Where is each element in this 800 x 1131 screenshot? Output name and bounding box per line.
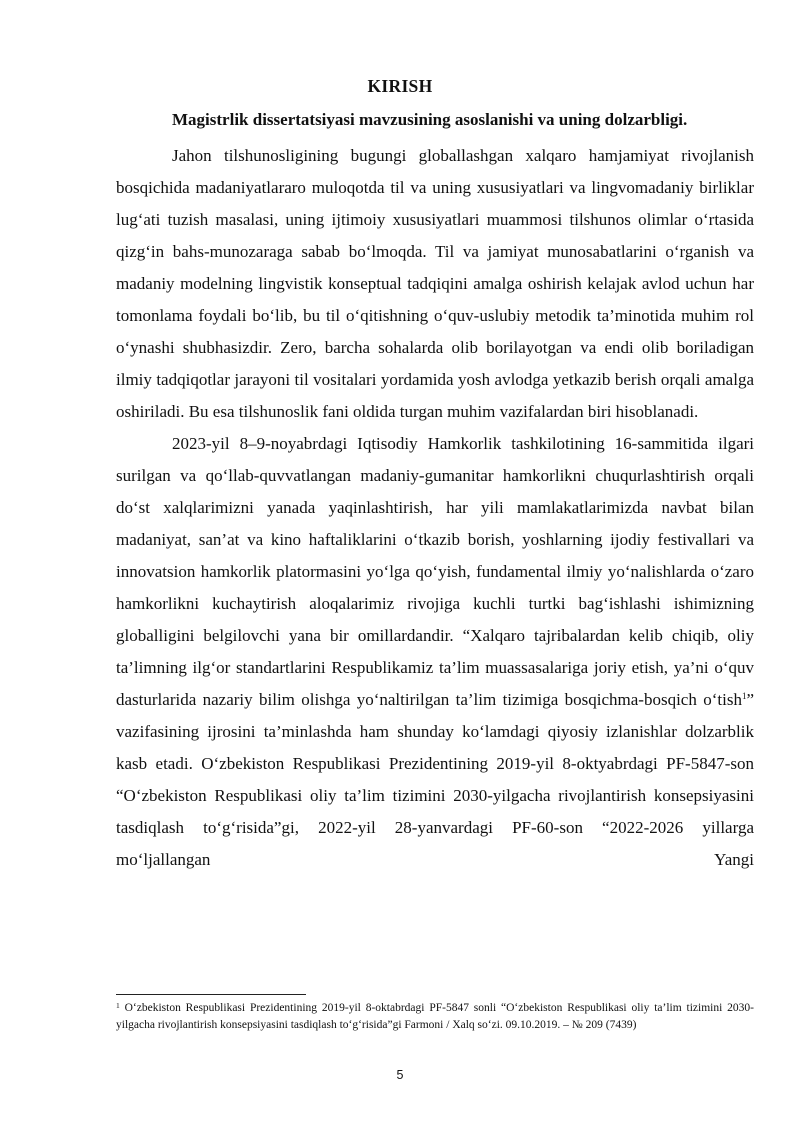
paragraph-2 <box>116 428 754 876</box>
footnote-marker: 1 <box>116 1001 120 1010</box>
footnote-divider <box>116 994 306 995</box>
paragraph-2-continuation: ” vazifasining ijrosini ta’minlashda ham shunday ko‘lamdagi qiyosiy izlanishlar dolzarblik kasb etadi. O‘zbekiston Respublikasi Prezidentining 2019-yil 8-oktyabrdagi PF-5847-son “O‘zbekiston Respublikasi oliy ta’lim tizimini 2030-yilgacha rivojlantirish konsepsiyasini tasdiqlash to‘g‘risida”gi, 2022-yil 28-yanvardagi PF-60-son “2022-2026 yillarga mo‘ljallangan Yangi <box>116 690 754 869</box>
footnote-reference[interactable]: 1 <box>741 691 747 701</box>
body-text <box>116 140 754 876</box>
footnote <box>116 1000 754 1034</box>
page-number: 5 <box>396 1068 404 1082</box>
paragraph-1: Jahon tilshunosligining bugungi globallashgan xalqaro hamjamiyat rivojlanish bosqichida madaniyatlararo muloqotda til va uning xususiyatlari va lingvomadaniy birliklar lug‘ati tuzish masalasi, uning ijtimoiy xususiyatlari muammosi tilshunos olimlar o‘rtasida qizg‘in bahs-munozaraga sabab bo‘lmoqda. Til va jamiyat munosabatlarini o‘rganish va madaniy modelning lingvistik konseptual tadqiqini amalga oshirish kelajak avlod uchun har tomonlama foydali bo‘lib, bu til o‘qitishning o‘quv-uslubiy metodik ta’minotida muhim rol o‘ynashi shubhasizdir. Zero, barcha sohalarda olib borilayotgan va endi olib boriladigan ilmiy tadqiqotlar jarayoni til vositalari yordamida yosh avlodga yetkazib berish orqali amalga oshiriladi. Bu esa tilshunoslik fani oldida turgan muhim vazifalardan biri hisoblanadi. <box>116 146 754 421</box>
paragraph-2-text: 2023-yil 8–9-noyabrdagi Iqtisodiy Hamkorlik tashkilotining 16-sammitida ilgari surilgan va qo‘llab-quvvatlangan madaniy-gumanitar hamkorlikni chuqurlashtirish orqali do‘st xalqlarimizni yanada yaqinlashtirish, har yili mamlakatlarimizda navbat bilan madaniyat, san’at va kino haftaliklarini o‘tkazib borish, yoshlarning ijodiy festivallari va innovatsion hamkorlik platormasini yo‘lga qo‘yish, fundamental ilmiy yo‘nalishlarda o‘zaro hamkorlikni kuchaytirish aloqalarimiz rivojiga kuchli turtki bag‘ishlashi ishimizning globalligini belgilovchi yana bir omillardandir. “Xalqaro tajribalardan kelib chiqib, oliy ta’limning ilg‘or standartlarini Respublikamiz ta’lim muassasalariga joriy etish, ya’ni o‘quv dasturlarida nazariy bilim olishga yo‘naltirilgan ta’lim tizimiga bosqichma-bosqich o‘tish <box>116 434 754 709</box>
section-title: KIRISH <box>367 76 433 96</box>
footnote-text: O‘zbekiston Respublikasi Prezidentining 2019-yil 8-oktabrdagi PF-5847 sonli “O‘zbekiston Respublikasi oliy ta’lim tizimini 2030-yilgacha rivojlantirish konsepsiyasini tasdiqlash to‘g‘risida”gi Farmoni / Xalq so‘zi. 09.10.2019. – № 209 (7439) <box>116 1002 754 1031</box>
section-subtitle: Magistrlik dissertatsiyasi mavzusining asoslanishi va uning dolzarbligi. <box>172 110 688 129</box>
